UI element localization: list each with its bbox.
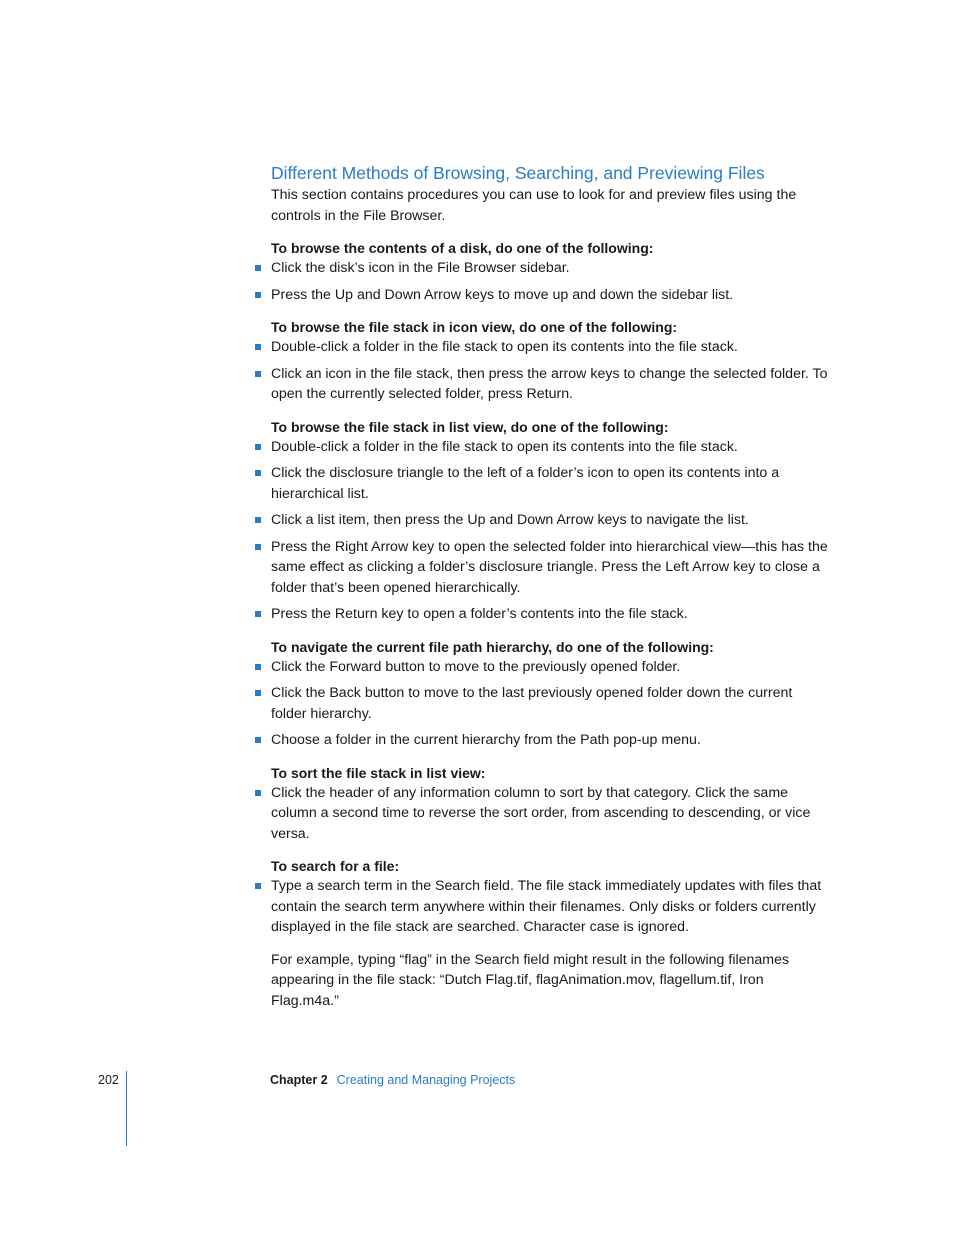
page-content bbox=[271, 161, 831, 1011]
list-item bbox=[271, 337, 831, 358]
list-item bbox=[271, 657, 831, 678]
list-item bbox=[271, 683, 831, 724]
list-item bbox=[271, 730, 831, 751]
list-item-text: Press the Up and Down Arrow keys to move up and down the sidebar list. bbox=[271, 286, 734, 303]
bullet-icon bbox=[255, 292, 261, 298]
list-item bbox=[271, 285, 831, 306]
list-item bbox=[271, 604, 831, 625]
task-list-navigate-path bbox=[271, 657, 831, 751]
list-item bbox=[271, 783, 831, 845]
task-heading-sort: To sort the file stack in list view: bbox=[271, 764, 486, 781]
list-item-text: Click the disclosure triangle to the left of a folder’s icon to open its contents into a hierarchical list. bbox=[271, 465, 780, 502]
bullet-icon bbox=[255, 517, 261, 523]
list-item-text: Click the disk’s icon in the File Browser sidebar. bbox=[271, 260, 570, 276]
bullet-icon bbox=[255, 544, 261, 550]
list-item bbox=[271, 258, 831, 279]
chapter-title: Creating and Managing Projects bbox=[336, 1073, 516, 1087]
bullet-icon bbox=[255, 611, 261, 617]
bullet-icon bbox=[255, 690, 261, 696]
task-heading-navigate-path: To navigate the current file path hierarchy, do one of the following: bbox=[271, 638, 714, 655]
example-paragraph: For example, typing “flag” in the Search field might result in the following filenames appearing in the file stack: “Dutch Flag.tif, flagAnimation.mov, flagellum.tif, Iron Flag.m4a.” bbox=[271, 951, 790, 1009]
task-heading-search: To search for a file: bbox=[271, 858, 400, 874]
footer-chapter bbox=[270, 1072, 515, 1088]
chapter-label: Chapter 2 bbox=[270, 1073, 328, 1087]
list-item-text: Choose a folder in the current hierarchy from the Path pop-up menu. bbox=[271, 732, 701, 748]
bullet-icon bbox=[255, 790, 261, 796]
list-item bbox=[271, 537, 831, 599]
list-item-text: Click the Back button to move to the last previously opened folder down the current folder hierarchy. bbox=[271, 685, 793, 722]
task-list-icon-view bbox=[271, 337, 831, 405]
list-item bbox=[271, 364, 831, 405]
bullet-icon bbox=[255, 883, 261, 889]
section-intro: This section contains procedures you can use to look for and preview files using the controls in the File Browser. bbox=[271, 187, 797, 224]
bullet-icon bbox=[255, 265, 261, 271]
footer-divider bbox=[126, 1071, 127, 1146]
task-list-list-view bbox=[271, 437, 831, 625]
list-item-text: Click the Forward button to move to the previously opened folder. bbox=[271, 658, 681, 675]
bullet-icon bbox=[255, 444, 261, 450]
section-heading: Different Methods of Browsing, Searching, and Previewing Files bbox=[271, 163, 765, 183]
list-item-text: Press the Return key to open a folder’s contents into the file stack. bbox=[271, 606, 688, 622]
bullet-icon bbox=[255, 344, 261, 350]
task-heading-browse-disk: To browse the contents of a disk, do one of the following: bbox=[271, 240, 654, 256]
bullet-icon bbox=[255, 371, 261, 377]
task-list-sort bbox=[271, 783, 831, 845]
bullet-icon bbox=[255, 737, 261, 743]
task-heading-icon-view: To browse the file stack in icon view, do one of the following: bbox=[271, 319, 678, 335]
task-list-browse-disk bbox=[271, 258, 831, 305]
list-item-text: Double-click a folder in the file stack to open its contents into the file stack. bbox=[271, 438, 738, 455]
list-item-text: Click the header of any information column to sort by that category. Click the same column a second time to reverse the sort order, from ascending to descending, or vice versa. bbox=[271, 784, 811, 842]
list-item bbox=[271, 437, 831, 458]
list-item bbox=[271, 463, 831, 504]
list-item-text: Press the Right Arrow key to open the selected folder into hierarchical view—this has the same effect as clicking a folder’s disclosure triangle. Press the Left Arrow key to close a folder that’s been opened hierarchically. bbox=[271, 538, 828, 596]
list-item bbox=[271, 510, 831, 531]
list-item-text: Click a list item, then press the Up and Down Arrow keys to navigate the list. bbox=[271, 512, 749, 528]
bullet-icon bbox=[255, 664, 261, 670]
list-item-text: Type a search term in the Search field. The file stack immediately updates with files that contain the search term anywhere within their filenames. Only disks or folders currently displayed in the file stack are searched. Character case is ignored. bbox=[271, 878, 822, 935]
list-item bbox=[271, 876, 831, 938]
bullet-icon bbox=[255, 470, 261, 476]
list-item-text: Double-click a folder in the file stack to open its contents into the file stack. bbox=[271, 339, 738, 355]
page-number: 202 bbox=[98, 1073, 119, 1087]
task-list-search bbox=[271, 876, 831, 938]
task-heading-list-view: To browse the file stack in list view, do one of the following: bbox=[271, 418, 669, 435]
list-item-text: Click an icon in the file stack, then press the arrow keys to change the selected folder. To open the currently selected folder, press Return. bbox=[271, 365, 828, 402]
